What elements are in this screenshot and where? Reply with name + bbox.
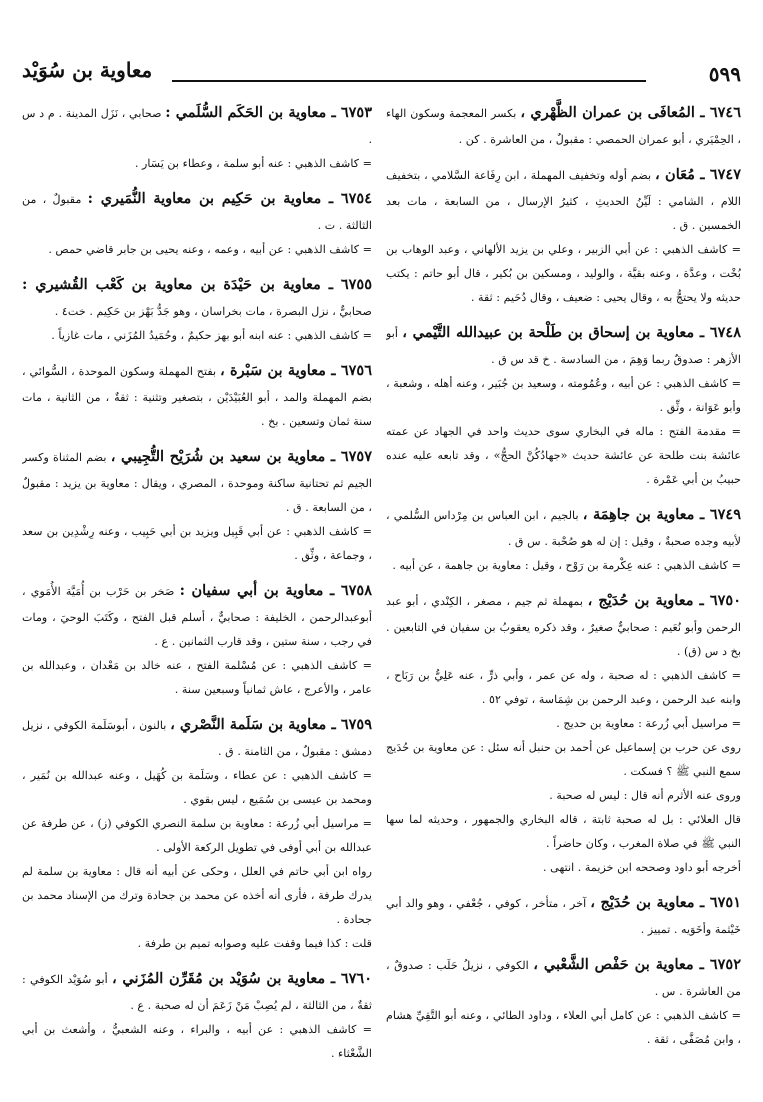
biography-entry	[22, 356, 372, 434]
entry-text: رواه ابن أبي حاتم في العلل ، وحكى عن أبيه أنه قال : معاوية بن سلمة لم يدرك طرفة ، فأرى أنه أخذه عن محمد بن جحادة وترك من الإسناد محمد بن جحادة .	[22, 865, 372, 926]
entry-text: قلت : كذا فيما وقفت عليه وصوابه تميم بن طرفة .	[137, 937, 372, 950]
biography-entry	[22, 710, 372, 956]
entry-text: = مراسيل أبي زُرعة : معاوية بن حديج .	[556, 717, 741, 730]
entry-text: = كاشف الذهبي : عن أبيه ، وعمه ، وعنه يحيى بن جابر قاضي حمص .	[48, 243, 372, 256]
page-number: ٥٩٩	[708, 62, 741, 86]
entry-text: بمهملة ثم جيم ، مصغر ، الكِنْدي ، أبو عبد الرحمن وأبو نُعَيم : صحابيٌّ صغيرٌ ، وقد ذكره يعقوبُ بن سفيان في التابعين . بخ د س (ق) .	[386, 595, 741, 658]
entry-text: = مقدمة الفتح : ماله في البخاري سوى حديث واحد في الجهاد عن عمته عائشة بنت طلحة عن عائشة حديث «جهادُكُنَّ الحجُّ» ، وقد تابعه عليه عنده حبيبُ بن أبي عَمْرة .	[386, 425, 741, 486]
entry-heading: ٦٧٥٧ ـ معاوية بن سعيد بن شُرَيْح التُّجِيبي ،	[110, 448, 372, 465]
entry-heading: ٦٧٥٣ ـ معاوية بن الحَكَم السُّلَمي :	[165, 104, 372, 121]
entry-text: أبو سُوَيْد الكوفي : ثقةٌ ، من الثالثة ، لم يُصِبْ مَنْ زَعَمَ أن له صحبة . ع .	[22, 973, 372, 1012]
entry-text: = كاشف الذهبي : عنه عِكْرمة بن رَوْح ، وقيل : معاوية بن جاهمة ، عن أبيه .	[392, 559, 741, 572]
entry-text: قال العلائي : بل له صحبة ثابتة ، قاله البخاري والجمهور ، وحديثه لما سها النبي ﷺ في صلاة المغرب ، وكان حاضراً .	[386, 813, 741, 850]
entry-heading: ٦٧٤٦ ـ المُعافَى بن عمران الظَّهْري ،	[520, 104, 741, 121]
entry-text: بكسر المعجمة وسكون الهاء ، الحِمْيَري ، أبو عمران الحمصي : مقبولٌ ، من العاشرة . كن .	[386, 107, 741, 146]
entry-text: = كاشف الذهبي : عن كامل أبي العلاء ، وداود الطائي ، وعنه أبو التَّقِيِّ هشام ، وابن مُصَفَّى ، ثقة .	[386, 1009, 741, 1046]
entry-text: روى عن حرب بن إسماعيل عن أحمد بن حنبل أنه سئل : عن معاوية بن حُدَيج سمع النبي ﷺ ؟ فسكت .	[386, 741, 741, 778]
biography-entry	[386, 500, 741, 578]
entry-heading: ٦٧٤٧ ـ مُعَان ،	[655, 166, 741, 183]
entry-text: = كاشف الذهبي : عن أبيه ، وعُمُومته ، وسعيد بن جُبَير ، وعنه أهله ، وشعبة ، وأبو عَوَانة ، وثِّق .	[386, 377, 741, 414]
entry-text: صحابي ، نَزَل المدينة . م د س .	[22, 107, 372, 146]
entry-text: صحابيٌّ ، نزل البصرة ، مات بخراسان ، وهو جَدُّ بَهْز بن حَكِيم . خت٤ .	[54, 305, 372, 318]
page-header	[22, 58, 741, 88]
entry-text: = كاشف الذهبي : عنه ابنه أبو بهز حكيمٌ ، وحُمَيدُ المُزَني ، مات غازياً .	[51, 329, 372, 342]
biography-entry	[22, 184, 372, 262]
entry-heading: ٦٧٥٩ ـ معاوية بن سَلَمة النَّصْري ،	[170, 716, 372, 733]
entry-heading: ٦٧٥٠ ـ معاوية بن حُدَيْج ،	[587, 592, 741, 609]
entry-text: = كاشف الذهبي : عن أبيه ، والبراء ، وعنه الشعبيُّ ، وأشعث بن أبي الشَّعْثاء .	[22, 1023, 372, 1060]
biography-entry	[386, 318, 741, 492]
entry-heading: ٦٧٥٦ ـ معاوية بن سَبْرة ،	[220, 362, 372, 379]
entry-text: مقبولٌ ، من الثالثة . ت .	[22, 193, 372, 232]
biography-entry	[386, 950, 741, 1052]
entry-text: = كاشف الذهبي : عن مُسْلمة الفتح ، عنه خالد بن مَعْدان ، وعبدالله بن عامر ، والأعرج ، عاش ثمانياً وسبعين سنة .	[22, 659, 372, 696]
entry-text: أبو الأزهر : صدوقٌ ربما وَهِمَ ، من السادسة . خ قد س ق .	[386, 327, 741, 366]
entry-text: آخر ، متأخر ، كوفي ، جُعْفي ، وهو والد أبي خَيْثمة وأخَوَيه . تمييز .	[386, 897, 741, 936]
entry-text: بضم المثناة وكسر الجيم ثم تحتانية ساكنة وموحدة ، المصري ، ويقال : معاوية بن يزيد : مقبولٌ ، من السابعة . ق .	[22, 451, 372, 514]
running-head: معاوية بن سُوَيْد	[22, 58, 153, 82]
entry-text: = كاشف الذهبي : عن أبي قَبِيل ويزيد بن أبي حَبِيب ، وعنه رِشْدِين بن سعد ، وجماعة ، وثِّق .	[22, 525, 372, 562]
entry-text: = كاشف الذهبي : عن عطاء ، وسَلَمة بن كُهَيل ، وعنه عبدالله بن نُمَير ، ومحمد بن عيسى بن سُمَيع ، ليس بقوي .	[22, 769, 372, 806]
entry-text: بفتح المهملة وسكون الموحدة ، السُّوائي ، بضم المهملة والمد ، أبو العُبَيْدَيْن ، بتصغير وتثنية : ثقةٌ ، من الثانية ، مات سنة ثمان وتسعين . بخ .	[22, 365, 372, 428]
entry-text: = كاشف الذهبي : له صحبة ، وله عن عمر ، وأبي ذرٍّ ، عنه عَلِيُّ بن رَبَاح ، وابنه عبد الرحمن ، وعبد الرحمن بن شِمَاسة ، توفي ٥٢ .	[386, 669, 741, 706]
entry-heading: ٦٧٥٤ ـ معاوية بن حَكِيم بن معاوية النُّمَيري :	[87, 190, 372, 207]
entry-text: بالنون ، أبوسَلَمة الكوفي ، نزيل دمشق : مقبولٌ ، من الثامنة . ق .	[22, 719, 372, 758]
entry-heading: ٦٧٥١ ـ معاوية بن حُدَيْج ،	[590, 894, 741, 911]
left-column	[22, 98, 372, 1088]
entry-heading: ٦٧٥٥ ـ معاوية بن حَيْدَة بن معاوية بن كَعْب القُشيري :	[22, 276, 372, 293]
biography-entry	[386, 586, 741, 880]
biography-entry	[22, 98, 372, 176]
entry-text: بضم أوله وتخفيف المهملة ، ابن رِفَاعة السَّلامي ، بتخفيف اللام ، الشامي : لَيِّنُ الحديثِ ، كثيرُ الإرسال ، من السابعة ، مات بعد الخمسين . ق .	[386, 169, 741, 232]
entry-text: وروى عنه الأثرم أنه قال : ليس له صحبة .	[549, 789, 741, 802]
header-rule	[172, 80, 646, 82]
entry-heading: ٦٧٤٨ ـ معاوية بن إسحاق بن طَلْحة بن عبيدالله التَّيْمي ،	[402, 324, 741, 341]
biography-entry	[386, 160, 741, 310]
entry-text: = مراسيل أبي زُرعة : معاوية بن سلمة النصري الكوفي (ز) ، عن طرفة عن عبدالله بن أبي أوفى في تطويل الركعة الأولى .	[22, 817, 372, 854]
entry-text: = كاشف الذهبي : عن أبي الزبير ، وعلي بن يزيد الألهاني ، وعبد الوهاب بن بُخْت ، وعدَّة ، وعنه بقيَّة ، والوليد ، ومسكين بن بُكير ، قال أبو حاتم : يكتب حديثه ولا يحتجُّ به ، وقال يحيى : ضعيف ، وقال دُحَيم : ثقة .	[386, 243, 741, 304]
entry-text: بالجيم ، ابن العباس بن مِرْداس السُّلمي ، لأبيه وجده صحبةٌ ، وقيل : إن له هو صُحْبة . س ق .	[386, 509, 741, 548]
entry-heading: ٦٧٤٩ ـ معاوية بن جاهِمَة ،	[582, 506, 741, 523]
entry-text: أخرجه أبو داود وصححه ابن خزيمة . انتهى .	[543, 861, 741, 874]
entry-heading: ٦٧٥٨ ـ معاوية بن أبي سفيان :	[179, 582, 372, 599]
entry-text: الكوفي ، نزيلُ حَلَب : صدوقٌ ، من العاشرة . س .	[386, 959, 741, 998]
biography-entry	[22, 270, 372, 348]
entry-text: صَخر بن حَرْب بن أُمَيَّة الأُمَوي ، أبوعبدالرحمن ، الخليفة : صحابيٌّ ، أسلم قبل الفتح ، وكَتَبَ الوحيَ ، ومات في رجب ، سنة ستين ، وقد قارب الثمانين . ع .	[22, 585, 372, 648]
biography-entry	[22, 576, 372, 702]
entry-text: = كاشف الذهبي : عنه أبو سلمة ، وعطاء بن يَسَار .	[134, 157, 372, 170]
biography-entry	[386, 888, 741, 942]
biography-entry	[22, 964, 372, 1066]
entry-heading: ٦٧٥٢ ـ معاوية بن حَفْص الشَّعْبي ،	[533, 956, 741, 973]
entry-heading: ٦٧٦٠ ـ معاوية بن سُوَيْد بن مُقَرِّن المُزَني ،	[111, 970, 372, 987]
biography-entry	[22, 442, 372, 568]
right-column	[386, 98, 741, 1088]
biography-entry	[386, 98, 741, 152]
